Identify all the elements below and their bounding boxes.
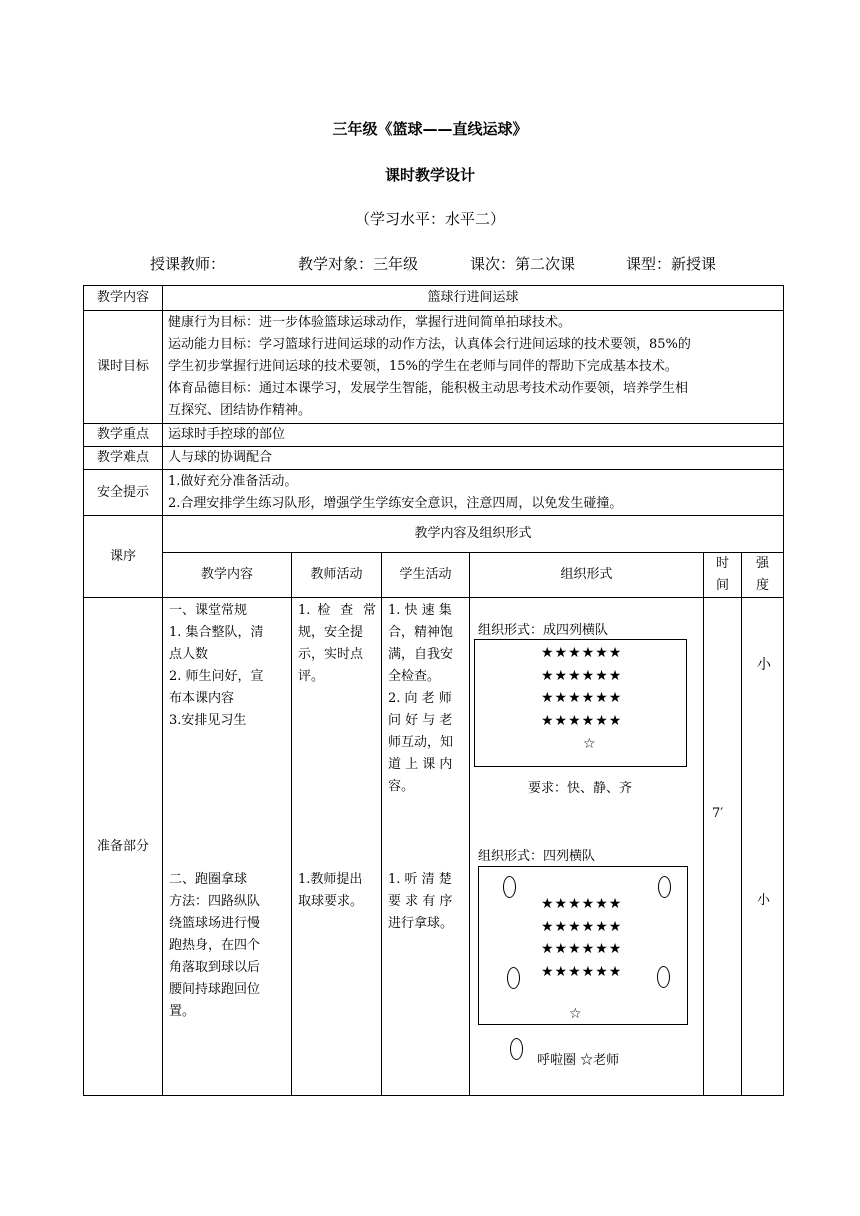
objective-line: 体育品德目标：通过本课学习，发展学生智能，能积极主动思考技术动作要领，培养学生相	[168, 381, 689, 396]
star-row: ★★★★★★	[541, 918, 623, 935]
key-point-value: 运球时手控球的部位	[163, 424, 784, 447]
col-header-student: 学生活动	[382, 553, 470, 598]
teacher-star-icon: ☆	[569, 1006, 582, 1022]
content-cell: 一、课堂常规 1. 集合整队，清 点人数 2. 师生问好，宣 布本课内容 3.安排见习生 二、跑圈拿球 方法：四路纵队 绕篮球场进行慢 跑热身，在四个 角落取到球以后 腰间持球跑回位 置。	[163, 598, 292, 1096]
star-row: ★★★★★★	[541, 963, 623, 980]
legend-text: 呼啦圈 ☆老师	[537, 1053, 620, 1068]
org-title-1: 组织形式：成四列横队	[478, 623, 609, 638]
hula-hoop-icon	[657, 966, 670, 988]
teacher-activity-cell: 1. 检 查 常 规，安全提 示，实时点 评。 1.教师提出 取球要求。	[292, 598, 382, 1096]
star-row: ★★★★★★	[541, 645, 623, 661]
difficulty-label: 教学难点	[84, 447, 163, 470]
lesson-plan-table	[83, 285, 784, 1096]
safety-cell	[163, 470, 784, 516]
teacher-star-icon: ☆	[583, 736, 596, 752]
objectives-cell	[163, 311, 784, 424]
hula-hoop-legend-icon	[510, 1038, 523, 1060]
col-header-teacher: 教师活动	[292, 553, 382, 598]
learning-level: （学习水平：水平二）	[354, 210, 505, 228]
col-header-time: 时 间	[704, 553, 742, 598]
intensity-cell	[742, 598, 784, 1096]
teacher-field: 授课教师：	[150, 255, 226, 273]
objective-line: 健康行为目标：进一步体验篮球运球动作，掌握行进间简单拍球技术。	[168, 315, 572, 330]
content-value: 篮球行进间运球	[163, 286, 784, 311]
document-title: 三年级《篮球——直线运球》	[332, 120, 528, 138]
document-subtitle: 课时教学设计	[384, 166, 475, 184]
star-row: ★★★★★★	[541, 896, 623, 912]
star-row: ★★★★★★	[541, 941, 623, 957]
section-header: 教学内容及组织形式	[163, 516, 784, 553]
order-label: 课序	[84, 516, 163, 598]
org-title-2: 组织形式：四列横队	[478, 849, 596, 864]
col-header-org: 组织形式	[470, 553, 704, 598]
objectives-label: 课时目标	[84, 311, 163, 424]
col-header-content: 教学内容	[163, 553, 292, 598]
content-label: 教学内容	[84, 286, 163, 311]
safety-line: 2.合理安排学生练习队形，增强学生学练安全意识，注意四周，以免发生碰撞。	[168, 495, 623, 511]
hula-hoop-icon	[507, 967, 520, 989]
student-formation-2	[541, 893, 622, 983]
objective-line: 运动能力目标：学习篮球行进间运球的动作方法，认真体会行进间运球的技术要领，85%的	[168, 337, 691, 352]
target-field: 教学对象：三年级	[298, 255, 419, 273]
part-label: 准备部分	[84, 598, 163, 1096]
key-point-label: 教学重点	[84, 424, 163, 447]
difficulty-value: 人与球的协调配合	[163, 447, 784, 470]
hula-hoop-icon	[658, 876, 671, 898]
lesson-number-field: 课次：第二次课	[470, 255, 576, 273]
hula-hoop-icon	[503, 876, 516, 898]
student-formation-1	[541, 642, 622, 732]
lesson-type-field: 课型：新授课	[626, 255, 717, 273]
star-row: ★★★★★★	[541, 667, 623, 684]
objective-line: 学生初步掌握行进间运球的技术要领，15%的学生在老师与同伴的帮助下完成基本技术。	[168, 359, 678, 374]
time-cell	[704, 598, 742, 1096]
requirement-text: 要求：快、静、齐	[528, 781, 633, 796]
intensity-value-1: 小	[757, 657, 771, 673]
safety-line: 1.做好充分准备活动。	[168, 473, 298, 489]
star-row: ★★★★★★	[541, 712, 623, 729]
organization-cell	[470, 598, 704, 1096]
intensity-value-2: 小	[757, 893, 771, 908]
safety-label: 安全提示	[84, 470, 163, 516]
student-activity-cell: 1. 快 速 集 合，精神饱 满，自我安 全检查。 2. 向 老 师 问 好 与 老 师互动，知 道 上 课 内 容。 1. 听 清 楚 要 求 有 序 进行拿球。	[382, 598, 470, 1096]
time-value: 7′	[712, 806, 724, 821]
objective-line: 互探究、团结协作精神。	[168, 403, 312, 418]
star-row: ★★★★★★	[541, 690, 623, 706]
col-header-intensity: 强 度	[742, 553, 784, 598]
